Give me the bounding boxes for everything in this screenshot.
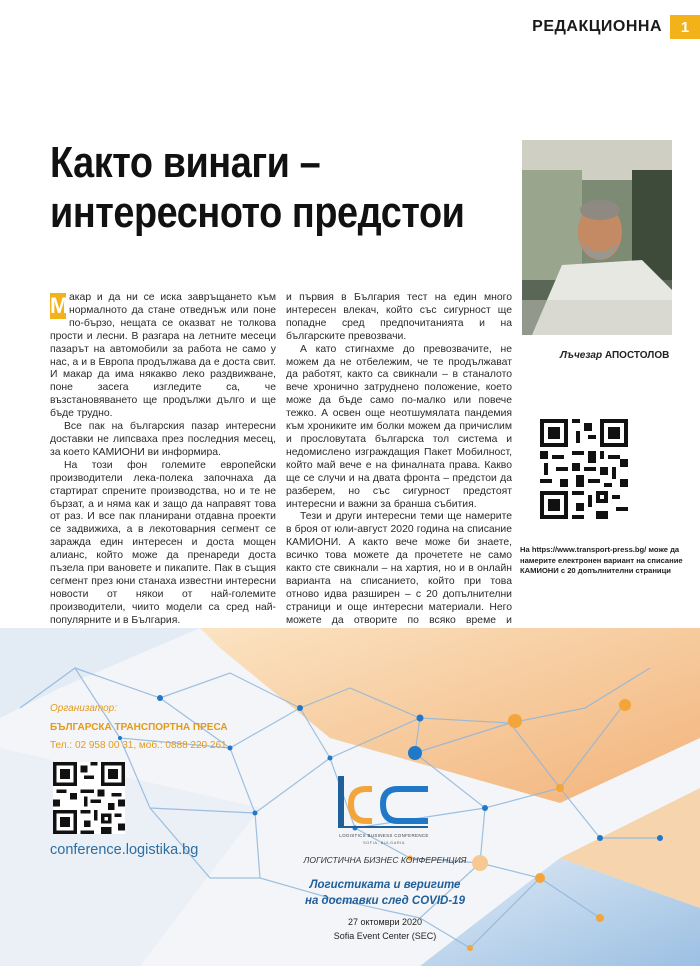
conference-url-link[interactable]: conference.logistika.bg — [50, 842, 199, 858]
organizer-phone: Тел.: 02 958 00 31, моб.: 0888 220 261 — [50, 740, 227, 751]
page-header — [532, 15, 700, 39]
article-column-1 — [50, 292, 276, 653]
conference-date: 27 октомври 2020 — [347, 917, 423, 927]
theme-line-1: Логистиката и веригите — [309, 879, 461, 891]
article-title — [50, 138, 465, 238]
author-photo — [522, 140, 672, 335]
conference-name: ЛОГИСТИЧНА БИЗНЕС КОНФЕРЕНЦИЯ — [303, 855, 467, 865]
author-credit — [560, 350, 669, 361]
logo-location: SOFIA, BULGARIA — [363, 840, 405, 845]
theme-line-2: на доставки след COVID-19 — [305, 895, 465, 907]
page-number: 1 — [670, 15, 700, 39]
conference-theme — [280, 877, 490, 909]
paragraph — [50, 292, 276, 421]
lbc-logo-icon — [336, 774, 432, 830]
qr-note: На https://www.transport-press.bg/ може да намерите електронен вариант на списание КАМИОНИ с 20 допълнителни страници — [520, 545, 683, 575]
paragraph: Все пак на българския пазар интересни доставки не липсваха през последния месец, за което КАМИОНИ ви информира. — [50, 421, 276, 458]
qr-code-icon[interactable] — [540, 418, 628, 520]
author-last-name: АПОСТОЛОВ — [604, 350, 670, 361]
drop-cap: М — [50, 293, 69, 318]
conference-venue: Sofia Event Center (SEC) — [333, 931, 437, 941]
organizer-label: Организатор: — [50, 703, 118, 714]
author-first-name: Лъчезар — [560, 350, 603, 361]
title-line-1: Както винаги – — [50, 138, 321, 187]
qr-code-icon[interactable] — [53, 762, 125, 834]
organizer-name: БЪЛГАРСКА ТРАНСПОРТНА ПРЕСА — [50, 722, 228, 733]
section-label: РЕДАКЦИОННА — [532, 18, 662, 35]
paragraph-text: акар и да ни се иска завръщането към нормалното да стане отведнъж или поне по-бързо, нещата се оказват не толкова прости и лесни. В разгара на летните месеци пазарът на автомобили за работа не само у нас, а и в Европа продължава да е доста свит. И макар да има някакво леко раздвижване, поне засега изгледите са, че възстановяването ще продължи дълго и ще бъде трудно. — [50, 292, 276, 420]
paragraph-text: Тези и други интересни теми ще намерите в броя от юли-август 2020 година на списание КАМИОНИ. А както вече може би знаете, всичко това можете да прочетете не само както сте свикнали – на хартия, но и в онлайн варианта на списанието, който при това отново идва разширен – с 20 допълнителни страници и още интересни материали. Него можете да отворите по всяко време и — [286, 511, 512, 626]
title-line-2: интересното предстои — [50, 188, 465, 237]
paragraph: и първия в България тест на един много интересен влекач, който със сигурност ще попадне сред предпочитанията и на българските превозвачи. — [286, 292, 512, 342]
paragraph: На този фон големите европейски производители лека-полека започнаха да стартират спрените производства, но и те не бързат, а и няма как и защо да направят това от раз. И все пак планирани отдавна проекти се задвижиха, а в лекотоварния сегмент се заражда един интересен и доста мощен алианс, който може да пренареди доста пъзела при вановете и пикапите. Пак в същия сегмент през юни станаха известни интересни новости от някои от най-големите производители, чиито модели са сред най-популярните и в България. — [50, 459, 276, 626]
logo-subtitle: LOGISTICS BUSINESS CONFERENCE — [339, 833, 429, 838]
paragraph: А като стигнахме до превозвачите, не можем да не отбележим, че те продължават да работят, както са свикнали – в станалото вече хронично затрудненo положение, което може да бъде само по-малко или повече тежко. А освен още неотшумялата пандемия към хрониките им болки можем да причислим и прословутата българска тол система и недомислено изграждащия Пакет Мобилност, който май вече е на финалната права. Какво ще се случи и на двата фронта – предстои да разберем, но със сигурност предстоят интересни и важни за бранша събития. — [286, 343, 512, 510]
article-column-2 — [286, 292, 512, 653]
